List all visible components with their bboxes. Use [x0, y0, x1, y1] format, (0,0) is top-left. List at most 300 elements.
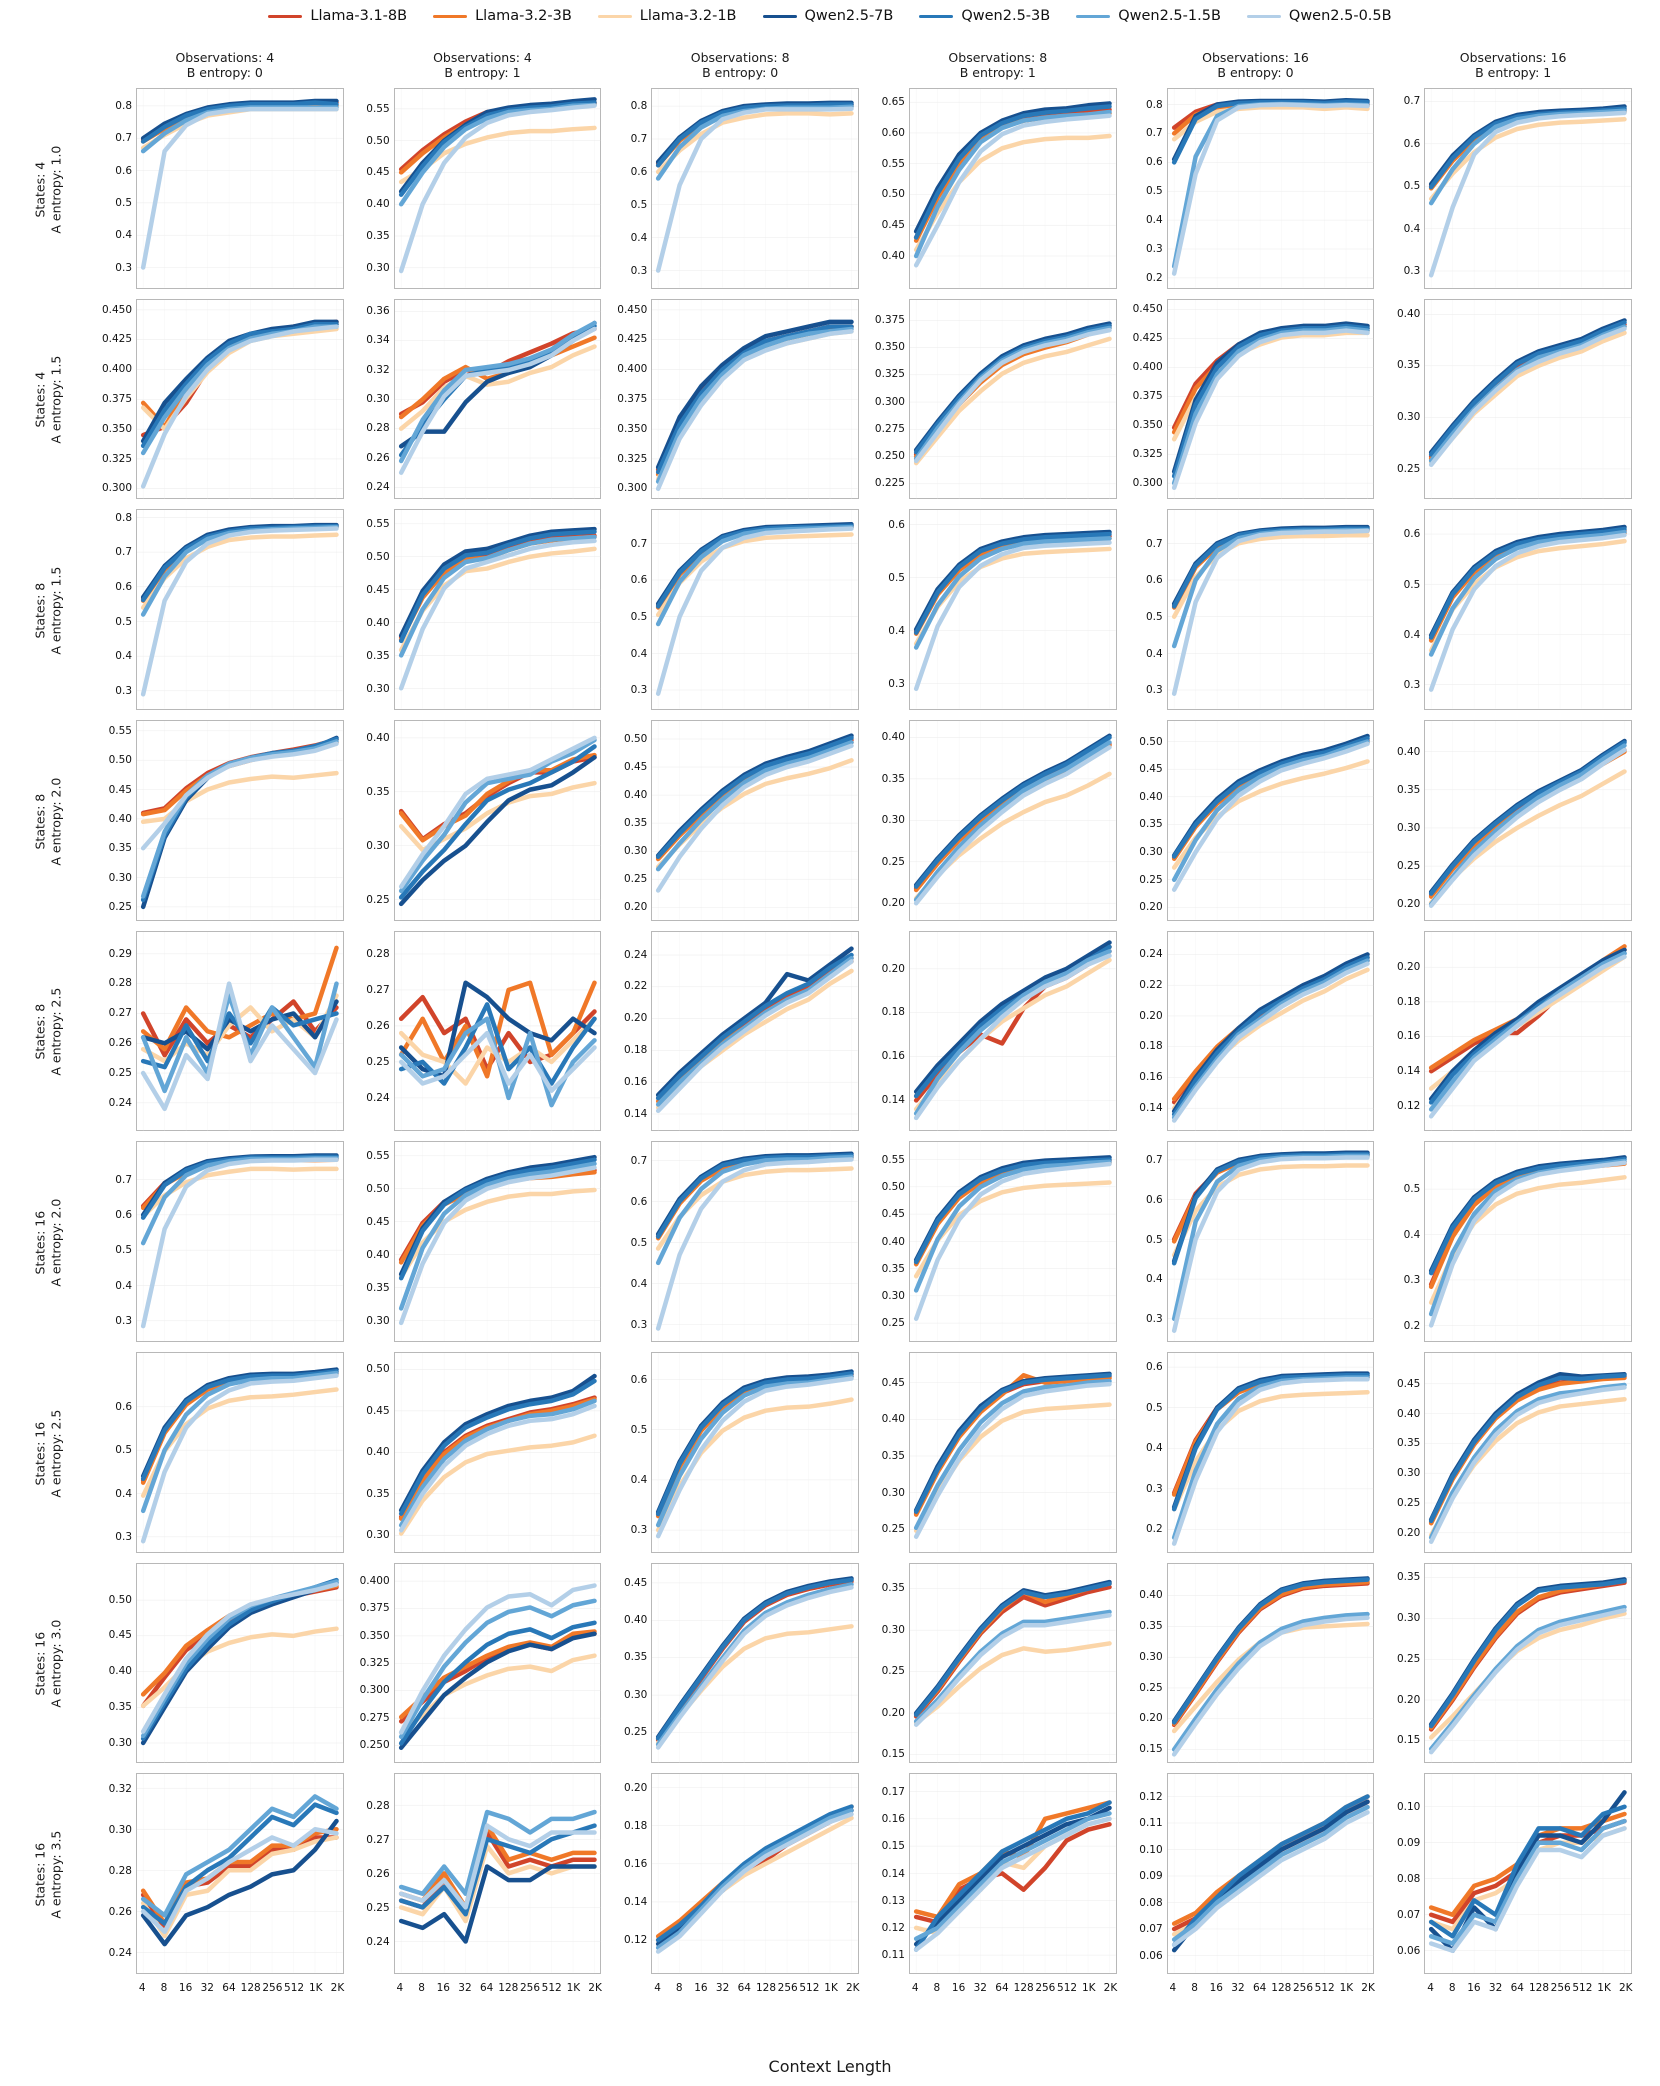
y-tick-label: 0.16: [881, 1050, 905, 1063]
x-tick-label: 4: [1427, 1982, 1434, 1994]
legend-label: Llama-3.2-1B: [639, 8, 737, 24]
y-tick-label: 0.6: [1403, 528, 1421, 541]
y-tick-label: 0.4: [630, 1473, 648, 1486]
y-tick-label: 0.25: [366, 1055, 390, 1068]
legend-item-llama-3.2-1b: [598, 8, 737, 24]
y-tick-label: 0.4: [115, 650, 132, 663]
x-tick-label: 256: [1292, 1982, 1314, 1994]
y-tick-label: 0.7: [1145, 1154, 1163, 1167]
panel-cell-r3-c5: [1384, 716, 1642, 927]
y-tick-label: 0.7: [1403, 95, 1421, 108]
y-tick-label: 0.45: [108, 783, 132, 796]
y-tick-label: 0.4: [115, 1279, 132, 1292]
x-tick-label: 4: [1169, 1982, 1177, 1994]
panel-cell-r6-c1: [354, 1348, 612, 1559]
y-tick-label: 0.26: [366, 1019, 390, 1032]
y-tick-label: 0.25: [108, 900, 132, 913]
y-tick-label: 0.35: [881, 772, 905, 785]
y-tick-label: 0.27: [366, 983, 390, 996]
x-tick-label: 128: [1271, 1982, 1292, 1994]
y-tick-label: 0.40: [881, 731, 905, 744]
panel-cell-r5-c2: [611, 1137, 869, 1348]
legend-label: Qwen2.5-7B: [804, 8, 894, 24]
y-tick-label: 0.5: [115, 615, 132, 628]
y-tick-label: 0.350: [617, 422, 648, 435]
y-tick-label: 0.6: [1145, 1361, 1163, 1374]
row-header-line: A entropy: 2.5: [47, 1409, 63, 1498]
y-tick-label: 0.25: [366, 1901, 390, 1914]
legend-item-llama-3.1-8b: [268, 8, 407, 24]
y-tick-label: 0.40: [881, 1413, 905, 1426]
panel-cell-r8-c1: [354, 1769, 612, 1994]
y-tick-label: 0.14: [623, 1107, 648, 1120]
panel-cell-r4-c5: [1384, 927, 1642, 1138]
subplot-r5-c2: [630, 1141, 859, 1342]
y-tick-label: 0.350: [874, 341, 905, 354]
y-tick-label: 0.17: [881, 1785, 905, 1798]
y-tick-label: 0.375: [617, 392, 648, 405]
x-tick-label: 512: [1057, 1982, 1078, 1994]
row-header-line: States: 8: [32, 582, 48, 639]
y-tick-label: 0.50: [108, 754, 132, 767]
subplot-r2-c4: [1145, 509, 1375, 710]
y-tick-label: 0.4: [1145, 1273, 1163, 1286]
x-tick-label: 1K: [1339, 1982, 1354, 1994]
y-tick-label: 0.425: [101, 333, 132, 346]
y-tick-label: 0.300: [617, 482, 648, 495]
y-tick-label: 0.3: [1403, 264, 1421, 277]
subplot-r4-c5: [1396, 931, 1632, 1132]
row-header-line: States: 8: [32, 793, 48, 850]
panel-cell-r1-c1: [354, 295, 612, 506]
subplot-r2-c5: [1403, 509, 1632, 710]
y-tick-label: 0.35: [623, 817, 648, 830]
panel-cell-r5-c3: [869, 1137, 1127, 1348]
panel-cell-r6-c2: [611, 1348, 869, 1559]
panel-cell-r3-c4: [1127, 716, 1385, 927]
panel-cell-r8-c5: [1384, 1769, 1642, 1994]
y-tick-label: 0.40: [366, 1248, 390, 1261]
y-tick-label: 0.3: [1145, 243, 1163, 255]
subplot-r8-c3: [881, 1773, 1117, 1974]
y-tick-label: 0.20: [623, 901, 648, 914]
column-header-line: Observations: 16: [1459, 49, 1567, 65]
subplot-r4-c1: [366, 931, 602, 1132]
y-tick-label: 0.40: [1139, 1589, 1163, 1602]
y-tick-label: 0.07: [1396, 1909, 1421, 1922]
subplot-r6-c3: [881, 1352, 1117, 1553]
row-header-line: States: 16: [32, 1421, 48, 1486]
row-header-7: [0, 1559, 96, 1770]
x-tick-label: 1K: [566, 1982, 581, 1994]
y-tick-label: 0.3: [115, 261, 132, 274]
y-tick-label: 0.24: [366, 1935, 390, 1948]
y-tick-label: 0.5: [630, 1236, 648, 1249]
y-tick-label: 0.5: [1145, 1401, 1163, 1414]
y-tick-label: 0.4: [630, 647, 648, 660]
y-tick-label: 0.45: [366, 1404, 390, 1417]
legend-label: Qwen2.5-3B: [961, 8, 1051, 24]
x-tick-label: 128: [755, 1982, 777, 1994]
y-tick-label: 0.8: [1145, 98, 1163, 111]
panel-cell-r0-c3: [869, 84, 1127, 295]
row-header-6: [0, 1348, 96, 1559]
y-tick-label: 0.25: [1396, 860, 1421, 873]
x-tick-label: 1K: [1081, 1982, 1096, 1994]
y-tick-label: 0.20: [1396, 1526, 1421, 1539]
y-tick-label: 0.18: [623, 1819, 648, 1832]
subplot-r8-c2: [623, 1773, 859, 1974]
subplot-r6-c1: [366, 1352, 602, 1553]
y-tick-label: 0.09: [1396, 1837, 1421, 1850]
subplot-r6-c4: [1145, 1352, 1375, 1553]
subplot-r2-c3: [888, 509, 1117, 710]
panel-grid: [32, 49, 1642, 2008]
subplot-r5-c1: [366, 1141, 602, 1342]
y-tick-label: 0.300: [359, 1684, 390, 1697]
y-tick-label: 0.20: [881, 897, 905, 910]
y-tick-label: 0.4: [1145, 1442, 1163, 1455]
y-tick-label: 0.6: [1403, 137, 1421, 150]
y-tick-label: 0.3: [1145, 1482, 1163, 1495]
y-tick-label: 0.30: [366, 392, 390, 405]
row-header-0: [0, 84, 96, 295]
subplot-r4-c2: [623, 931, 859, 1132]
y-tick-label: 0.15: [1396, 1734, 1421, 1747]
y-tick-label: 0.3: [1403, 678, 1421, 691]
y-tick-label: 0.25: [881, 1317, 905, 1330]
y-tick-label: 0.28: [366, 422, 390, 435]
x-tick-labels: [909, 1982, 1117, 1996]
row-header-line: A entropy: 2.5: [47, 987, 63, 1077]
y-tick-label: 0.6: [630, 574, 648, 587]
subplot-r4-c0: [108, 931, 344, 1132]
y-tick-label: 0.425: [1132, 332, 1163, 345]
row-header-text: [32, 1831, 63, 1919]
y-tick-label: 0.15: [881, 1840, 905, 1853]
y-tick-label: 0.300: [1132, 476, 1163, 489]
y-tick-label: 0.24: [366, 481, 390, 494]
y-tick-label: 0.35: [366, 230, 390, 242]
column-header-4: [1127, 49, 1385, 84]
panel-cell-r3-c1: [354, 716, 612, 927]
panel-cell-r4-c4: [1127, 927, 1385, 1138]
y-tick-label: 0.325: [874, 368, 905, 381]
x-tick-label: 16: [178, 1982, 193, 1994]
subplot-r0-c5: [1403, 88, 1632, 289]
y-tick-label: 0.40: [108, 812, 132, 825]
y-tick-label: 0.30: [623, 1688, 648, 1701]
row-header-text: [32, 777, 63, 865]
y-tick-label: 0.6: [1145, 574, 1163, 587]
y-tick-label: 0.325: [1132, 447, 1163, 460]
y-tick-label: 0.275: [874, 422, 905, 435]
subplot-r1-c5: [1396, 299, 1632, 500]
y-tick-label: 0.40: [366, 731, 390, 744]
y-tick-label: 0.30: [1396, 411, 1421, 424]
y-tick-label: 0.13: [881, 1894, 905, 1907]
x-tick-labels: [1167, 1982, 1375, 1996]
y-tick-label: 0.35: [108, 842, 132, 855]
x-tick-label: 16: [436, 1982, 450, 1994]
row-header-line: A entropy: 3.5: [47, 1830, 63, 1919]
y-tick-label: 0.35: [1396, 1437, 1421, 1450]
row-header-2: [0, 505, 96, 716]
y-tick-label: 0.6: [115, 581, 132, 594]
y-tick-label: 0.3: [1145, 684, 1163, 697]
y-tick-label: 0.350: [101, 422, 132, 435]
subplot-r0-c2: [630, 88, 859, 289]
x-tick-label: 128: [1528, 1982, 1550, 1994]
x-axis-title: Context Length: [768, 2057, 892, 2076]
x-tick-label: 8: [1448, 1982, 1456, 1994]
row-header-text: [32, 145, 63, 233]
y-tick-label: 0.15: [1139, 1743, 1163, 1756]
panel-cell-r7-c5: [1384, 1559, 1642, 1770]
x-tick-label: 4: [138, 1982, 146, 1994]
subplot-r1-c3: [874, 299, 1117, 500]
x-tick-label: 1K: [308, 1982, 323, 1994]
y-tick-label: 0.30: [1396, 821, 1421, 834]
subplot-r7-c2: [623, 1563, 859, 1764]
y-tick-label: 0.325: [617, 452, 648, 465]
panel-cell-r5-c5: [1384, 1137, 1642, 1348]
y-tick-label: 0.5: [1403, 180, 1421, 193]
x-tick-label: 16: [694, 1982, 708, 1994]
y-tick-label: 0.3: [1145, 1313, 1163, 1326]
subplot-r3-c4: [1139, 720, 1375, 921]
row-header-line: States: 16: [32, 1842, 48, 1907]
y-tick-label: 0.5: [115, 196, 132, 209]
y-tick-label: 0.18: [1139, 1040, 1163, 1053]
y-tick-label: 0.7: [115, 1173, 132, 1186]
x-tick-label: 8: [160, 1982, 168, 1994]
y-tick-label: 0.45: [366, 1215, 390, 1228]
panel-cell-r4-c3: [869, 927, 1127, 1138]
y-tick-label: 0.250: [874, 450, 905, 463]
y-tick-label: 0.30: [366, 682, 390, 695]
y-tick-label: 0.35: [1396, 783, 1421, 796]
y-tick-label: 0.26: [108, 1036, 132, 1049]
y-tick-label: 0.25: [623, 1726, 648, 1739]
row-header-4: [0, 927, 96, 1138]
y-tick-label: 0.16: [881, 1813, 905, 1826]
y-tick-label: 0.29: [108, 947, 132, 960]
y-tick-label: 0.7: [1145, 127, 1163, 140]
y-tick-label: 0.24: [366, 1091, 390, 1104]
y-tick-label: 0.30: [1139, 1650, 1163, 1663]
panel-cell-r0-c5: [1384, 84, 1642, 295]
y-tick-label: 0.35: [1396, 359, 1421, 372]
y-tick-label: 0.35: [1139, 1620, 1163, 1633]
y-tick-label: 0.40: [108, 1665, 132, 1678]
y-tick-label: 0.5: [1145, 1233, 1163, 1246]
y-tick-label: 0.35: [1139, 818, 1163, 831]
y-tick-label: 0.18: [623, 1044, 648, 1057]
y-tick-label: 0.16: [623, 1075, 648, 1088]
y-tick-label: 0.5: [630, 198, 648, 211]
column-header-line: B entropy: 0: [702, 64, 779, 80]
y-tick-label: 0.55: [881, 1153, 905, 1166]
y-tick-label: 0.30: [366, 1529, 390, 1542]
legend-item-qwen2.5-3b: [919, 8, 1050, 24]
subplot-r7-c1: [359, 1563, 602, 1764]
column-header-line: B entropy: 1: [1475, 64, 1552, 80]
subplot-r8-c5: [1396, 1773, 1632, 1974]
x-tick-label: 2K: [588, 1982, 602, 1994]
legend-label: Llama-3.1-8B: [310, 8, 408, 24]
subplot-r7-c0: [108, 1563, 344, 1764]
y-tick-label: 0.5: [888, 571, 905, 584]
column-header-3: [869, 49, 1127, 84]
y-tick-label: 0.5: [630, 610, 648, 623]
y-tick-label: 0.45: [623, 1576, 648, 1589]
y-tick-label: 0.12: [881, 1922, 905, 1935]
y-tick-label: 0.25: [881, 1665, 905, 1678]
y-tick-label: 0.30: [881, 1290, 905, 1303]
y-tick-label: 0.45: [1396, 1377, 1421, 1390]
x-tick-label: 64: [479, 1982, 494, 1994]
y-tick-label: 0.4: [1403, 628, 1421, 641]
panel-cell-r1-c0: [32, 295, 354, 506]
y-tick-label: 0.24: [108, 1946, 132, 1959]
subplot-r0-c3: [881, 88, 1117, 289]
y-tick-label: 0.24: [108, 1096, 132, 1109]
chart-legend: [0, 8, 1660, 24]
y-tick-label: 0.5: [1145, 610, 1163, 623]
panel-cell-r2-c1: [354, 505, 612, 716]
y-tick-label: 0.40: [1396, 307, 1421, 320]
subplot-r0-c4: [1145, 88, 1375, 289]
panel-cell-r7-c1: [354, 1559, 612, 1770]
y-tick-label: 0.7: [115, 132, 132, 145]
y-tick-label: 0.35: [108, 1700, 132, 1713]
y-tick-label: 0.400: [101, 363, 132, 376]
y-tick-label: 0.26: [366, 1867, 390, 1880]
x-tick-label: 16: [1209, 1982, 1223, 1994]
y-tick-label: 0.4: [1145, 647, 1163, 660]
subplot-r7-c4: [1139, 1563, 1375, 1764]
row-header-line: States: 4: [32, 372, 48, 428]
y-tick-label: 0.50: [366, 1363, 390, 1376]
y-tick-label: 0.11: [1139, 1817, 1163, 1830]
y-tick-label: 0.20: [1139, 1009, 1163, 1022]
y-tick-label: 0.45: [366, 166, 390, 179]
y-tick-label: 0.6: [1145, 1193, 1163, 1206]
x-tick-label: 128: [1013, 1982, 1034, 1994]
panel-cell-r6-c3: [869, 1348, 1127, 1559]
y-tick-label: 0.5: [115, 1444, 132, 1457]
y-tick-label: 0.7: [115, 546, 132, 559]
y-tick-label: 0.45: [1139, 763, 1163, 776]
panel-cell-r0-c2: [611, 84, 869, 295]
x-tick-label: 256: [1035, 1982, 1056, 1994]
subplot-r3-c3: [881, 720, 1117, 921]
panel-cell-r8-c3: [869, 1769, 1127, 1994]
y-tick-label: 0.20: [1396, 960, 1421, 973]
y-tick-label: 0.40: [366, 1446, 390, 1459]
y-tick-label: 0.4: [630, 1277, 648, 1290]
subplot-r7-c5: [1396, 1563, 1632, 1764]
y-tick-label: 0.25: [108, 1066, 132, 1079]
y-tick-label: 0.250: [359, 1739, 390, 1752]
row-header-line: A entropy: 2.0: [47, 1198, 63, 1287]
y-tick-label: 0.08: [1139, 1896, 1163, 1909]
column-header-line: B entropy: 1: [959, 64, 1036, 80]
x-tick-labels: [1424, 1982, 1632, 1996]
y-tick-label: 0.25: [881, 1523, 905, 1536]
y-tick-label: 0.4: [1403, 222, 1421, 235]
row-header-text: [32, 988, 63, 1076]
y-tick-label: 0.4: [630, 231, 648, 244]
y-tick-label: 0.6: [115, 1400, 132, 1413]
subplot-r0-c1: [366, 88, 602, 289]
y-tick-label: 0.25: [881, 855, 905, 868]
y-tick-label: 0.30: [1396, 1612, 1421, 1625]
column-header-line: Observations: 4: [175, 49, 275, 65]
row-header-text: [32, 1620, 63, 1708]
subplot-r0-c0: [115, 88, 344, 289]
x-tick-label: 64: [995, 1982, 1009, 1994]
y-tick-label: 0.5: [1403, 1183, 1421, 1196]
y-tick-label: 0.25: [1139, 1681, 1163, 1694]
x-tick-label: 32: [715, 1982, 730, 1994]
y-tick-label: 0.30: [108, 871, 132, 884]
y-tick-label: 0.8: [115, 99, 132, 112]
y-tick-label: 0.40: [881, 249, 905, 262]
y-tick-label: 0.32: [366, 363, 390, 376]
y-tick-label: 0.25: [1396, 1496, 1421, 1509]
y-tick-label: 0.4: [1403, 1228, 1421, 1241]
y-tick-label: 0.450: [1132, 303, 1163, 316]
subplot-r6-c2: [630, 1352, 859, 1553]
y-tick-label: 0.35: [1396, 1571, 1421, 1584]
y-tick-label: 0.45: [623, 761, 648, 774]
y-tick-label: 0.14: [1139, 1101, 1163, 1114]
column-header-2: [611, 49, 869, 84]
panel-cell-r8-c4: [1127, 1769, 1385, 1994]
panel-cell-r7-c0: [32, 1559, 354, 1770]
legend-item-qwen2.5-7b: [763, 8, 894, 24]
y-tick-label: 0.400: [1132, 361, 1163, 374]
y-tick-label: 0.450: [617, 303, 648, 316]
panel-cell-r1-c2: [611, 295, 869, 506]
legend-item-llama-3.2-3b: [433, 8, 572, 24]
x-tick-label: 8: [933, 1982, 941, 1994]
y-tick-label: 0.2: [1403, 1319, 1421, 1332]
x-tick-label: 256: [1550, 1982, 1571, 1994]
x-tick-label: 2K: [330, 1982, 345, 1994]
subplot-r5-c3: [881, 1141, 1117, 1342]
x-tick-label: 128: [240, 1982, 261, 1994]
y-tick-label: 0.30: [881, 1486, 905, 1499]
y-tick-label: 0.50: [881, 1181, 905, 1194]
y-tick-label: 0.10: [1396, 1801, 1421, 1814]
y-tick-label: 0.6: [630, 1195, 648, 1208]
y-tick-label: 0.3: [115, 685, 132, 698]
subplot-r4-c4: [1139, 931, 1375, 1132]
subplot-r8-c4: [1139, 1773, 1375, 1974]
x-tick-label: 4: [911, 1982, 919, 1994]
y-tick-label: 0.400: [359, 1574, 390, 1587]
row-header-line: States: 16: [32, 1210, 48, 1275]
panel-cell-r3-c3: [869, 716, 1127, 927]
y-tick-label: 0.55: [366, 518, 390, 531]
y-tick-label: 0.375: [874, 313, 905, 326]
y-tick-label: 0.7: [630, 1154, 648, 1167]
y-tick-label: 0.22: [1139, 978, 1163, 991]
legend-label: Llama-3.2-3B: [475, 8, 572, 24]
